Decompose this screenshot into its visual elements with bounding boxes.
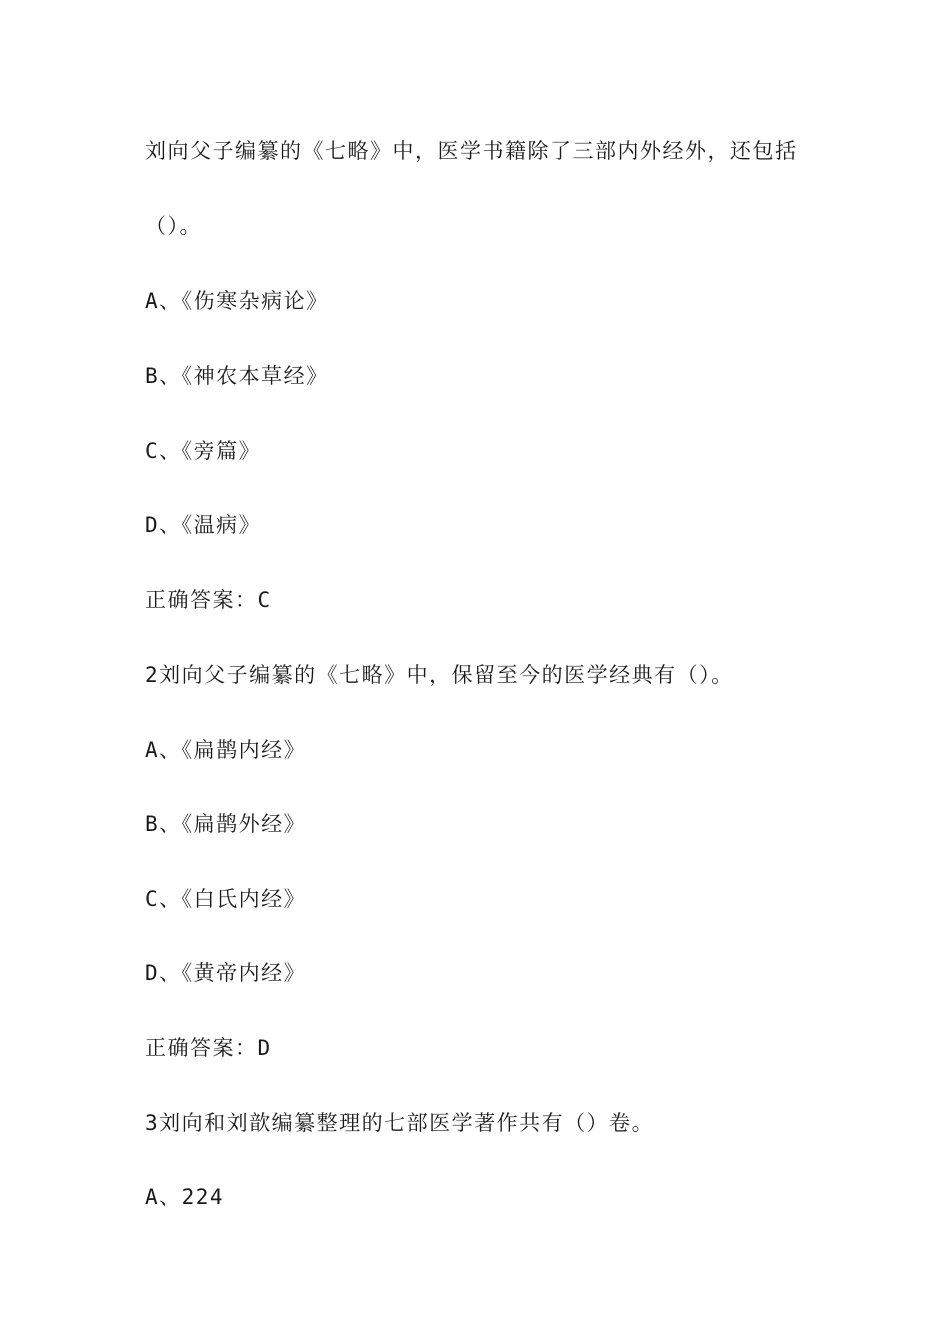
- question-1-option-a: A、《伤寒杂病论》: [145, 289, 329, 313]
- question-2-stem: 2刘向父子编纂的《七略》中，保留至今的医学经典有（）。: [145, 663, 734, 687]
- question-2-option-b: B、《扁鹊外经》: [145, 812, 307, 836]
- question-1-option-d: D、《温病》: [145, 513, 262, 537]
- question-1-stem-line-2: （）。: [145, 214, 202, 238]
- question-2-option-a: A、《扁鹊内经》: [145, 738, 307, 762]
- question-2-option-d: D、《黄帝内经》: [145, 961, 307, 985]
- question-2-answer: 正确答案：D: [145, 1036, 272, 1060]
- question-1-stem-line-1: 刘向父子编纂的《七略》中，医学书籍除了三部内外经外，还包括: [145, 139, 798, 163]
- question-1-option-c: C、《旁篇》: [145, 439, 262, 463]
- question-2-option-c: C、《白氏内经》: [145, 887, 307, 911]
- question-1-answer: 正确答案：C: [145, 588, 272, 612]
- question-3-option-a: A、224: [145, 1185, 225, 1209]
- question-3-stem: 3刘向和刘歆编纂整理的七部医学著作共有（）卷。: [145, 1111, 655, 1135]
- question-1-option-b: B、《神农本草经》: [145, 364, 329, 388]
